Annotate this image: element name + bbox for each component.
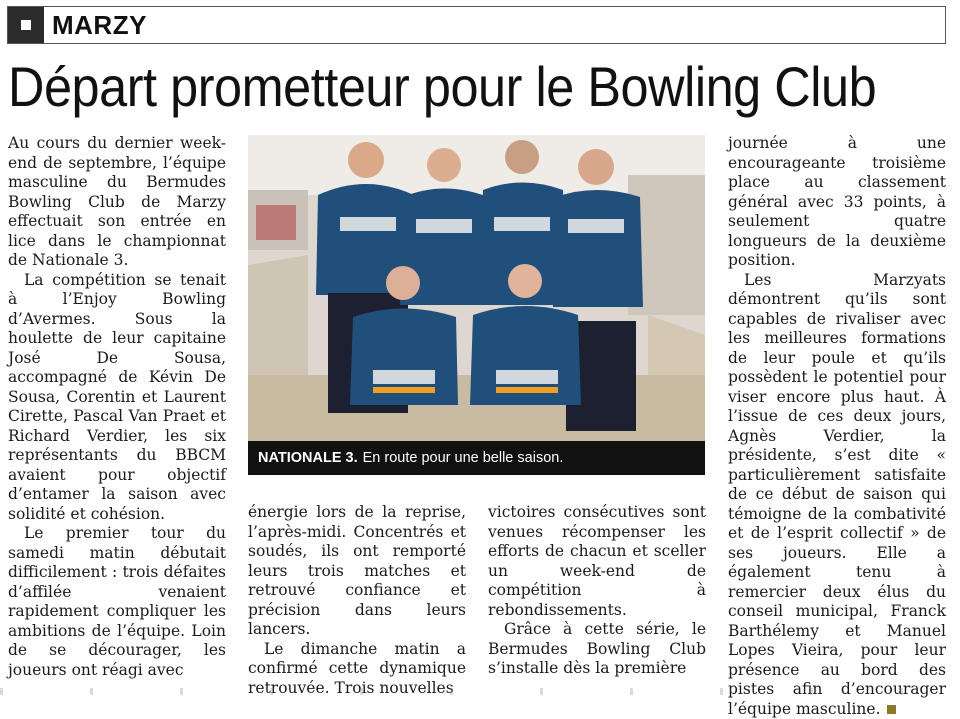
article-column-1 bbox=[8, 134, 226, 682]
paragraph: énergie lors de la reprise, l’après-midi. Concentrés et soudés, ils ont remporté leurs trois matches et retrouvé confiance et précision dans leurs lancers. bbox=[248, 503, 466, 640]
paragraph-final bbox=[728, 271, 946, 719]
paragraph: La compétition se tenait à l’Enjoy Bowling d’Avermes. Sous la houlette de leur capitaine José De Sousa, accompagné de Kévin De Sousa, Corentin et Laurent Cirette, Pascal Van Praet et Richard Verdier, les six représentants du BBCM avaient pour objectif d’entamer la saison avec solidité et cohésion. bbox=[8, 271, 226, 525]
article-column-4 bbox=[728, 134, 946, 682]
cropped-next-article-edge bbox=[0, 688, 960, 695]
article-column-3 bbox=[488, 503, 706, 683]
paragraph: Au cours du dernier week-end de septembre, l’équipe masculine du Bermudes Bowling Club de Marzy effectuait son entrée en lice dans le championnat de Nationale 3. bbox=[8, 134, 226, 271]
end-of-article-icon bbox=[887, 705, 896, 714]
article-column-2 bbox=[248, 503, 466, 683]
paragraph: journée à une encourageante troisième place au classement général avec 33 points, à seulement quatre longueurs de la deuxième position. bbox=[728, 134, 946, 271]
paragraph: Le dimanche matin a confirmé cette dynamique retrouvée. Trois nouvelles bbox=[248, 640, 466, 699]
paragraph: Grâce à cette série, le Bermudes Bowling Club s’installe dès la première bbox=[488, 620, 706, 679]
team-photo bbox=[248, 135, 705, 441]
section-label: MARZY bbox=[52, 10, 147, 41]
section-rubric bbox=[7, 6, 946, 44]
paragraph-text: Les Marzyats démontrent qu’ils sont capables de rivaliser avec les meilleures formations de leur poule et qu’ils possèdent le potentiel pour viser encore plus haut. À l’issue de ces deux jours, Agnès Verdier, la présidente, s’est dite « particulièrement satisfaite de ce début de saison qui témoigne de la combativité et de l’esprit collectif » de ses joueurs. Elle a également tenu à remercier deux élus du conseil municipal, Franck Barthélemy et Manuel Lopes Vieira, pour leur présence au bord des pistes afin d’encourager l’équipe masculine. bbox=[728, 271, 946, 718]
paragraph: Le premier tour du samedi matin débutait difficilement : trois défaites d’affilée venaient rapidement compliquer les ambitions de l’équipe. Loin de se décourager, les joueurs ont réagi avec bbox=[8, 524, 226, 680]
rubric-square-icon bbox=[8, 7, 44, 43]
article-headline: Départ prometteur pour le Bowling Club bbox=[8, 52, 854, 122]
photo-caption bbox=[248, 441, 705, 475]
paragraph: victoires consécutives sont venues récompenser les efforts de chacun et sceller un week-end de compétition à rebondissements. bbox=[488, 503, 706, 620]
team-photo-illustration bbox=[248, 135, 705, 441]
caption-bold: NATIONALE 3. bbox=[258, 450, 358, 466]
caption-text: En route pour une belle saison. bbox=[363, 450, 564, 466]
